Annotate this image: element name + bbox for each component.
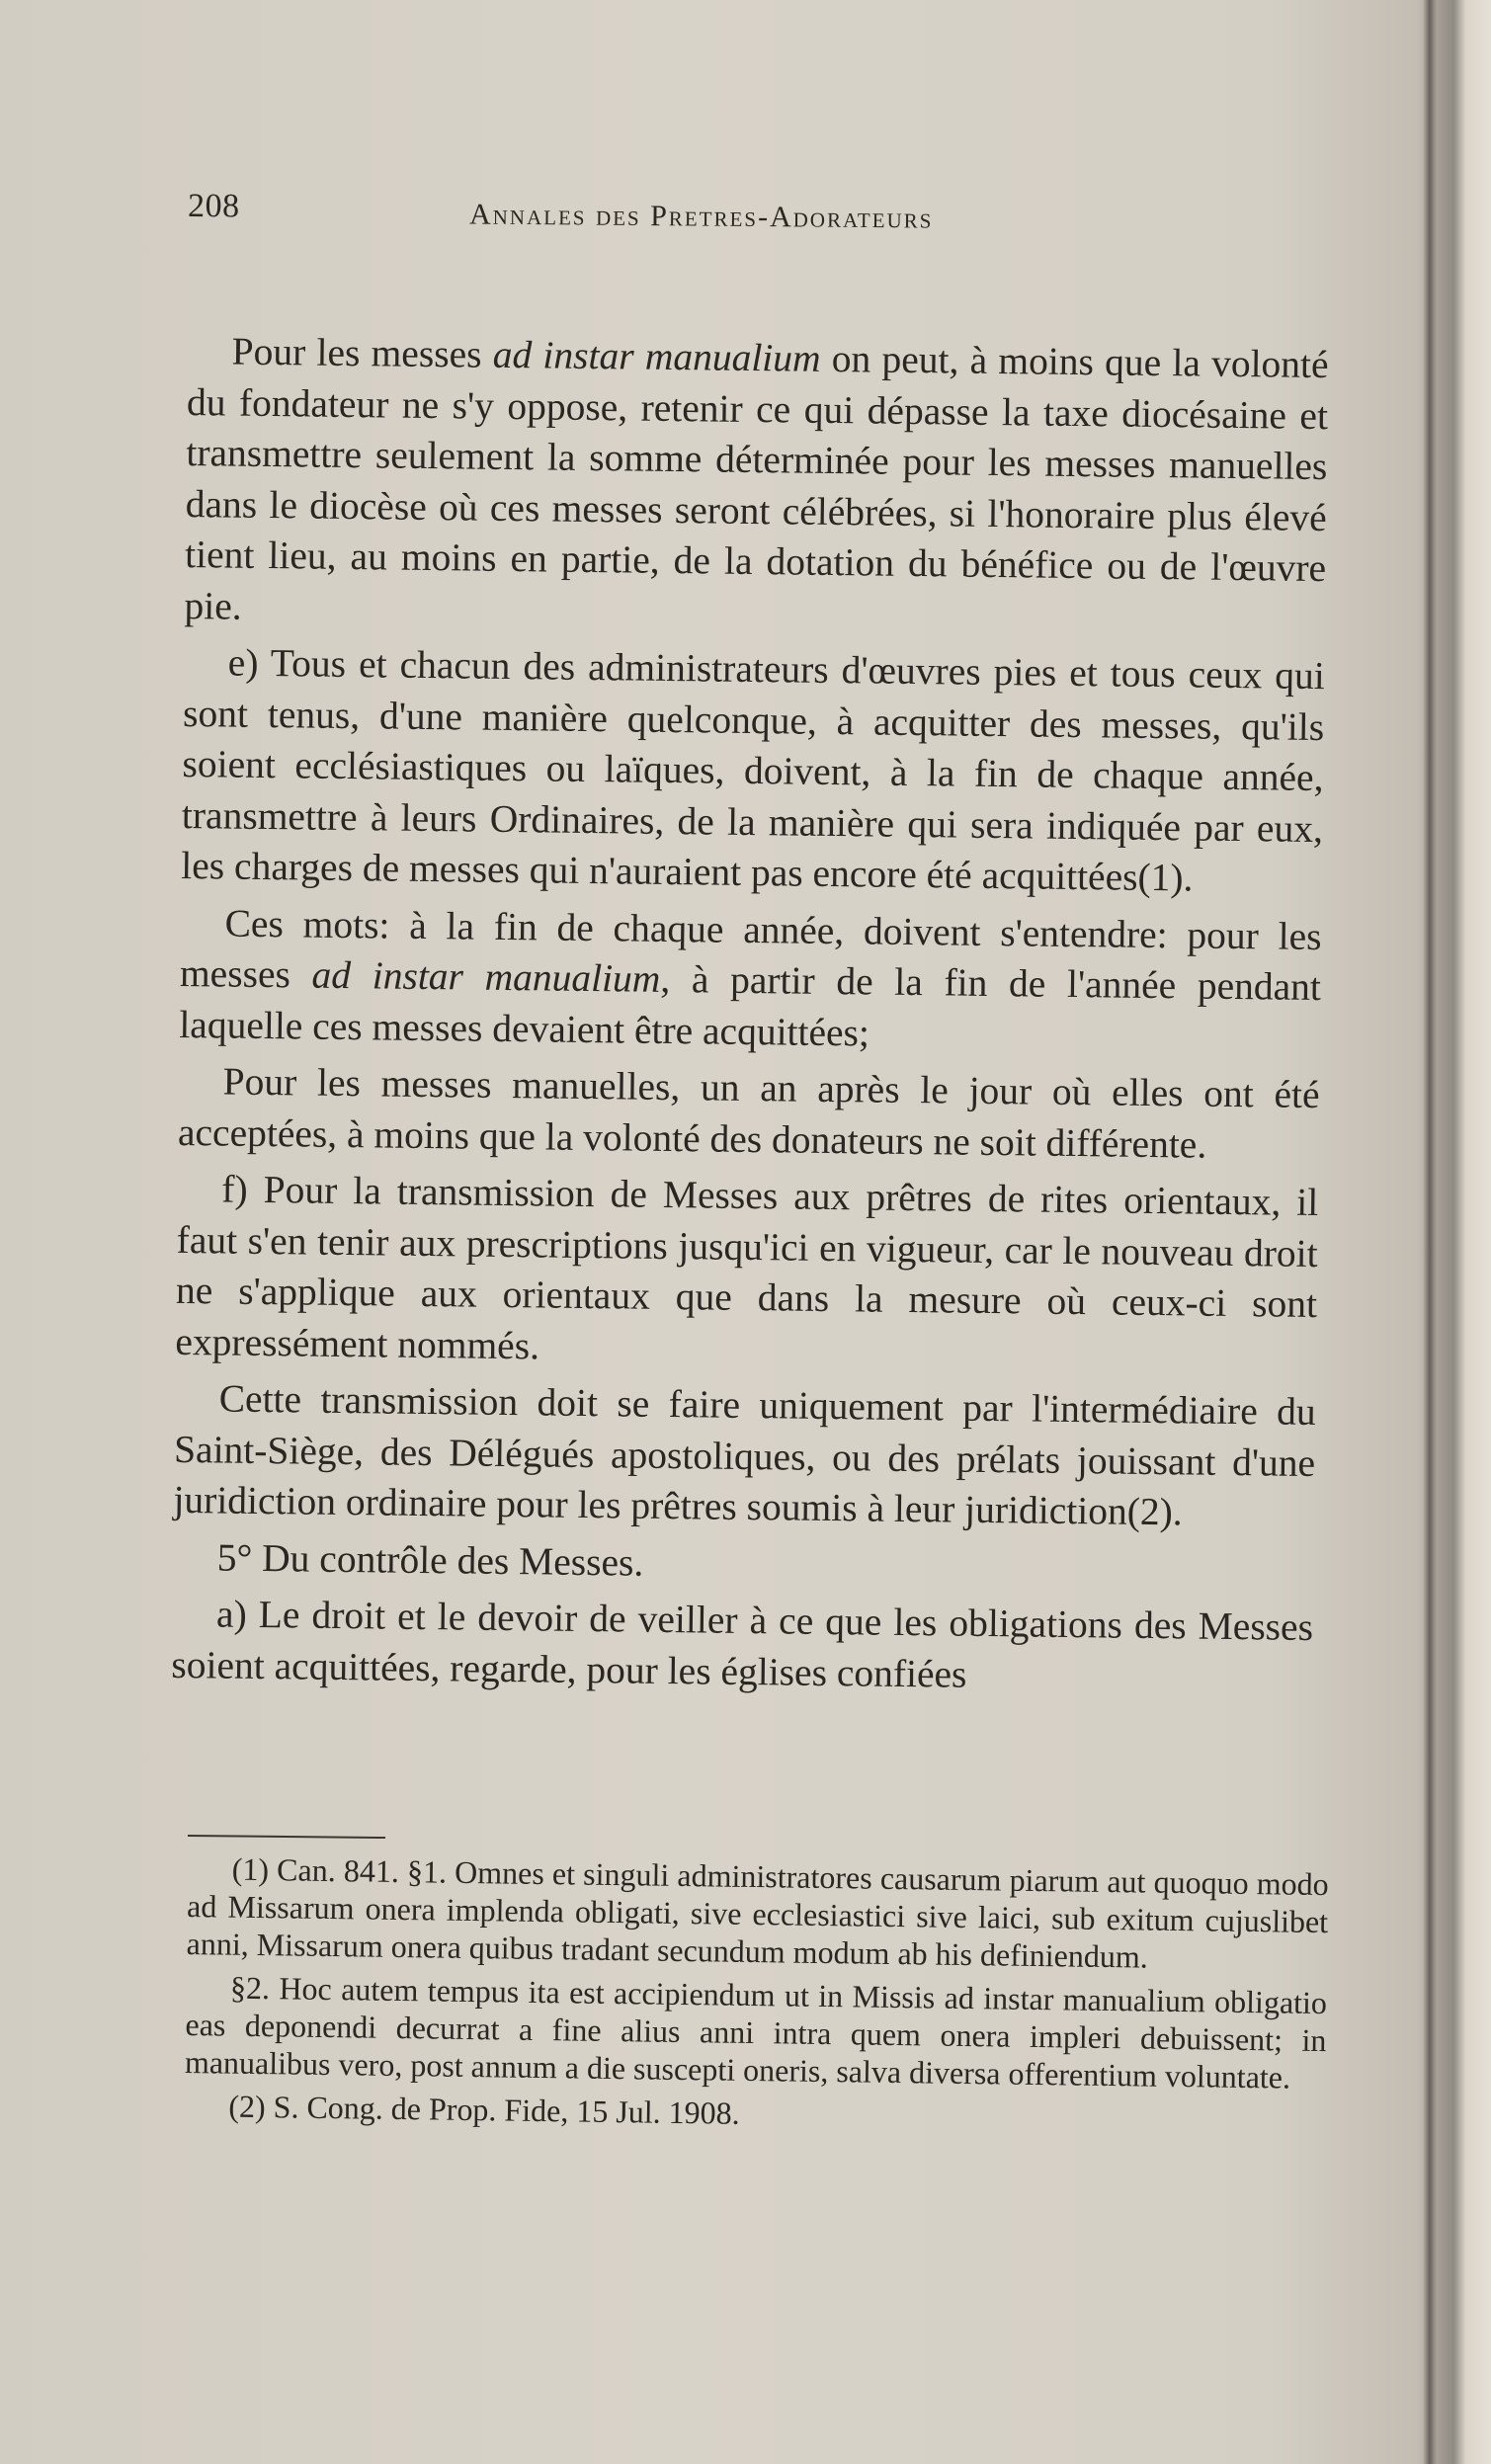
text-run: Pour les messes	[231, 329, 494, 376]
paragraph	[184, 326, 1329, 645]
paragraph: Cette transmission doit se faire uniquement par l'intermédiaire du Saint-Siège, des Délégués apostoliques, ou des prélats jouissant d'une juridiction ordinaire pour les prêtres soumis à leur juridiction(2).	[173, 1376, 1316, 1534]
paragraph	[179, 897, 1322, 1064]
italic-phrase: ad instar manualium	[311, 952, 661, 1001]
section-heading: 5° Du contrôle des Messes.	[216, 1534, 644, 1585]
footnotes	[184, 1849, 1329, 2146]
paragraph: e) Tous et chacun des administrateurs d'œuvres pies et tous ceux qui sont tenus, d'une manière quelconque, à acquitter des messes, qu'ils soient ecclésiastiques ou laïques, doivent, à la fin de chaque année, transmettre à leurs Ordinaires, de la manière qui sera indiquée par eux, les charges de messes qui n'auraient pas encore été acquittées(1).	[181, 640, 1326, 900]
book-gutter-shadow	[1423, 0, 1437, 2464]
text-run: on peut, à moins que la volonté du fondateur ne s'y oppose, retenir ce qui dépasse la taxe diocésaine et transmettre seulement la somme déterminée pour les messes manuelles dans le diocèse où ces messes seront célébrées, si l'honoraire plus élevé tient lieu, au moins en partie, de la dotation du bénéfice ou de l'œuvre pie.	[184, 336, 1329, 628]
body-text	[171, 326, 1329, 1710]
paragraph: Pour les messes manuelles, un an après le jour où elles ont été acceptées, à moins que la volonté des donateurs ne soit différente.	[177, 1059, 1320, 1167]
paragraph: f) Pour la transmission de Messes aux prêtres de rites orientaux, il faut s'en tenir aux prescriptions jusqu'ici en vigueur, car le nouveau droit ne s'applique aux orientaux que dans la mesure où ceux-ci sont expressément nommés.	[175, 1167, 1319, 1367]
footnote-2: (2) S. Cong. de Prop. Fide, 15 Jul. 1908.	[228, 2088, 740, 2131]
page-number: 208	[187, 188, 240, 225]
running-title: Annales des Pretres-Adorateurs	[468, 198, 934, 235]
footnote-divider	[188, 1835, 385, 1839]
page-header	[188, 188, 1339, 257]
footnote-1-section-2: §2. Hoc autem tempus ita est accipiendum ut in Missis ad instar manualium obligatio eas deponendi decurrat a fine alius anni intra quem onera impleri debuissent; in manualibus vero, post annum a die suscepti oneris, salva diversa offerentium voluntate.	[184, 1969, 1328, 2095]
footnote-1: (1) Can. 841. §1. Omnes et singuli administratores causarum piarum aut quoquo modo ad Missarum onera implenda obligati, sive ecclesiastici sive laici, sub exitum cujuslibet anni, Missarum onera quibus tradant secundum modum ab his definiendum.	[186, 1850, 1329, 1975]
text-run: Ces mots: à la fin de chaque année, doivent s'entendre: pour les messes	[179, 901, 1322, 997]
italic-phrase: ad instar manualium	[492, 332, 821, 380]
paragraph: a) Le droit et le devoir de veiller à ce que les obligations des Messes soient acquittées, regarde, pour les églises confiées	[171, 1592, 1314, 1696]
text-run: , à partir de la fin de l'année pendant laquelle ces messes devaient être acquittées;	[179, 956, 1322, 1054]
